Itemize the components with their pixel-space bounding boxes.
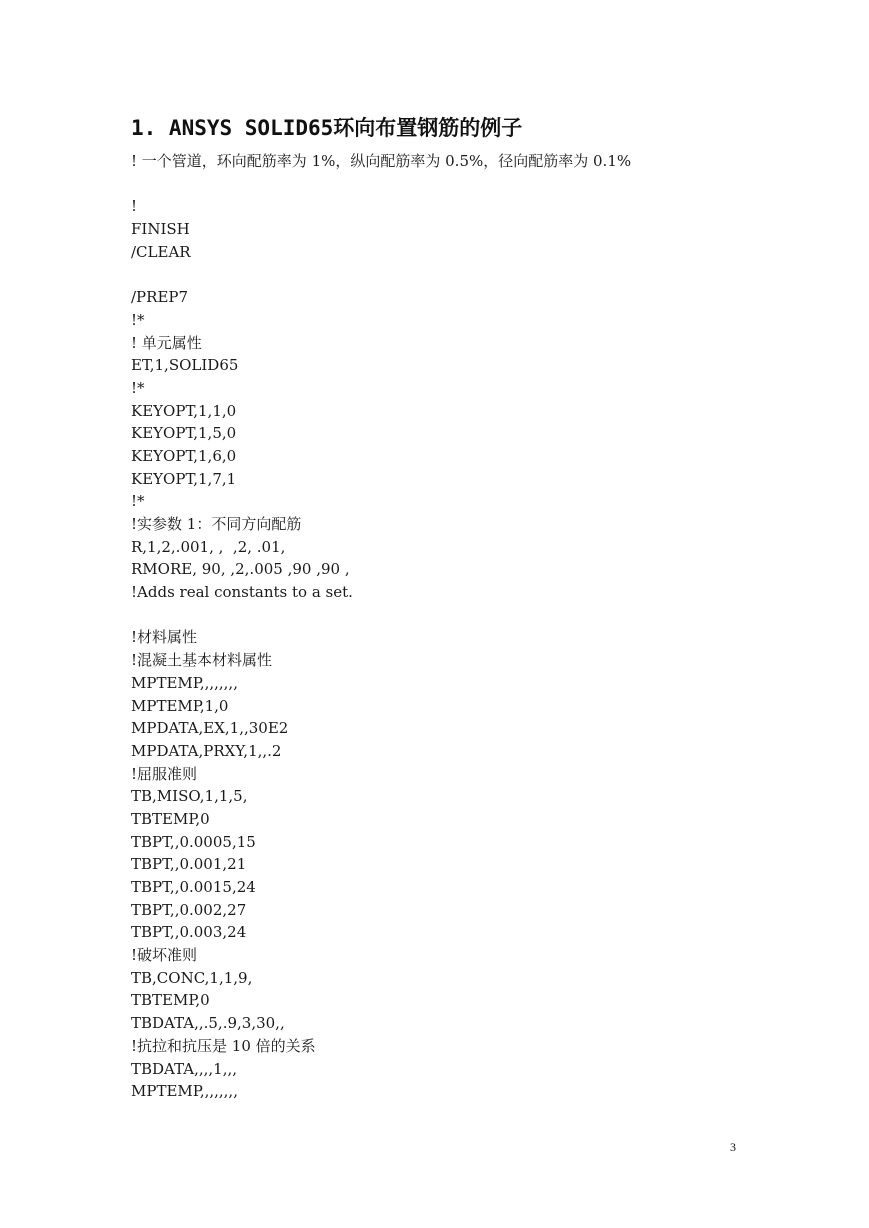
code-line: MPTEMP,,,,,,,,	[131, 673, 238, 692]
code-line: TBPT,,0.002,27	[131, 900, 247, 919]
code-line: TBPT,,0.003,24	[131, 923, 247, 942]
code-line: RMORE, 90, ,2,.005 ,90 ,90 ,	[131, 560, 350, 579]
code-line: MPDATA,PRXY,1,,.2	[131, 741, 282, 760]
code-line: TBPT,,0.001,21	[131, 855, 247, 874]
code-line: !材料属性	[131, 628, 198, 647]
code-listing	[131, 150, 831, 1103]
code-line: TBTEMP,0	[131, 991, 210, 1010]
code-line: !混凝土基本材料属性	[131, 651, 273, 670]
code-line: !	[131, 197, 138, 216]
code-line: TBDATA,,,,1,,,	[131, 1059, 238, 1078]
section-heading: 1. ANSYS SOLID65环向布置钢筋的例子	[131, 116, 523, 140]
code-line: ! 一个管道，环向配筋率为 1%，纵向配筋率为 0.5%，径向配筋率为 0.1%	[131, 152, 632, 170]
code-line: !Adds real constants to a set.	[131, 583, 353, 602]
code-line: TBPT,,0.0015,24	[131, 878, 256, 896]
code-line: KEYOPT,1,7,1	[131, 469, 237, 488]
code-line	[131, 263, 831, 286]
code-line	[131, 173, 831, 196]
code-line: TBTEMP,0	[131, 809, 210, 828]
code-line: MPDATA,EX,1,,30E2	[131, 719, 289, 738]
code-line: TB,MISO,1,1,5,	[131, 787, 248, 806]
code-line: TBPT,,0.0005,15	[131, 832, 256, 851]
code-line: KEYOPT,1,1,0	[131, 401, 237, 420]
code-line: !抗拉和抗压是 10 倍的关系	[131, 1036, 316, 1055]
code-line: TB,CONC,1,1,9,	[131, 968, 253, 987]
code-line: R,1,2,.001, , ,2, .01,	[131, 537, 286, 556]
code-line: ! 单元属性	[131, 333, 202, 352]
code-line	[131, 604, 831, 627]
code-line: !*	[131, 378, 145, 397]
code-line: FINISH	[131, 220, 190, 239]
page-number: 3	[730, 1140, 736, 1154]
code-line: ET,1,SOLID65	[131, 356, 239, 375]
code-line: MPTEMP,1,0	[131, 696, 229, 715]
code-line: !*	[131, 492, 145, 511]
code-line: !屈服准则	[131, 764, 198, 783]
code-line: KEYOPT,1,5,0	[131, 424, 237, 443]
code-line: /PREP7	[131, 288, 189, 307]
code-line: !实参数 1：不同方向配筋	[131, 515, 302, 533]
code-line: TBDATA,,.5,.9,3,30,,	[131, 1014, 285, 1033]
code-line: /CLEAR	[131, 242, 191, 261]
code-line: KEYOPT,1,6,0	[131, 446, 237, 465]
code-line: !破坏准则	[131, 946, 198, 965]
code-line: MPTEMP,,,,,,,,	[131, 1082, 238, 1101]
code-line: !*	[131, 310, 145, 329]
